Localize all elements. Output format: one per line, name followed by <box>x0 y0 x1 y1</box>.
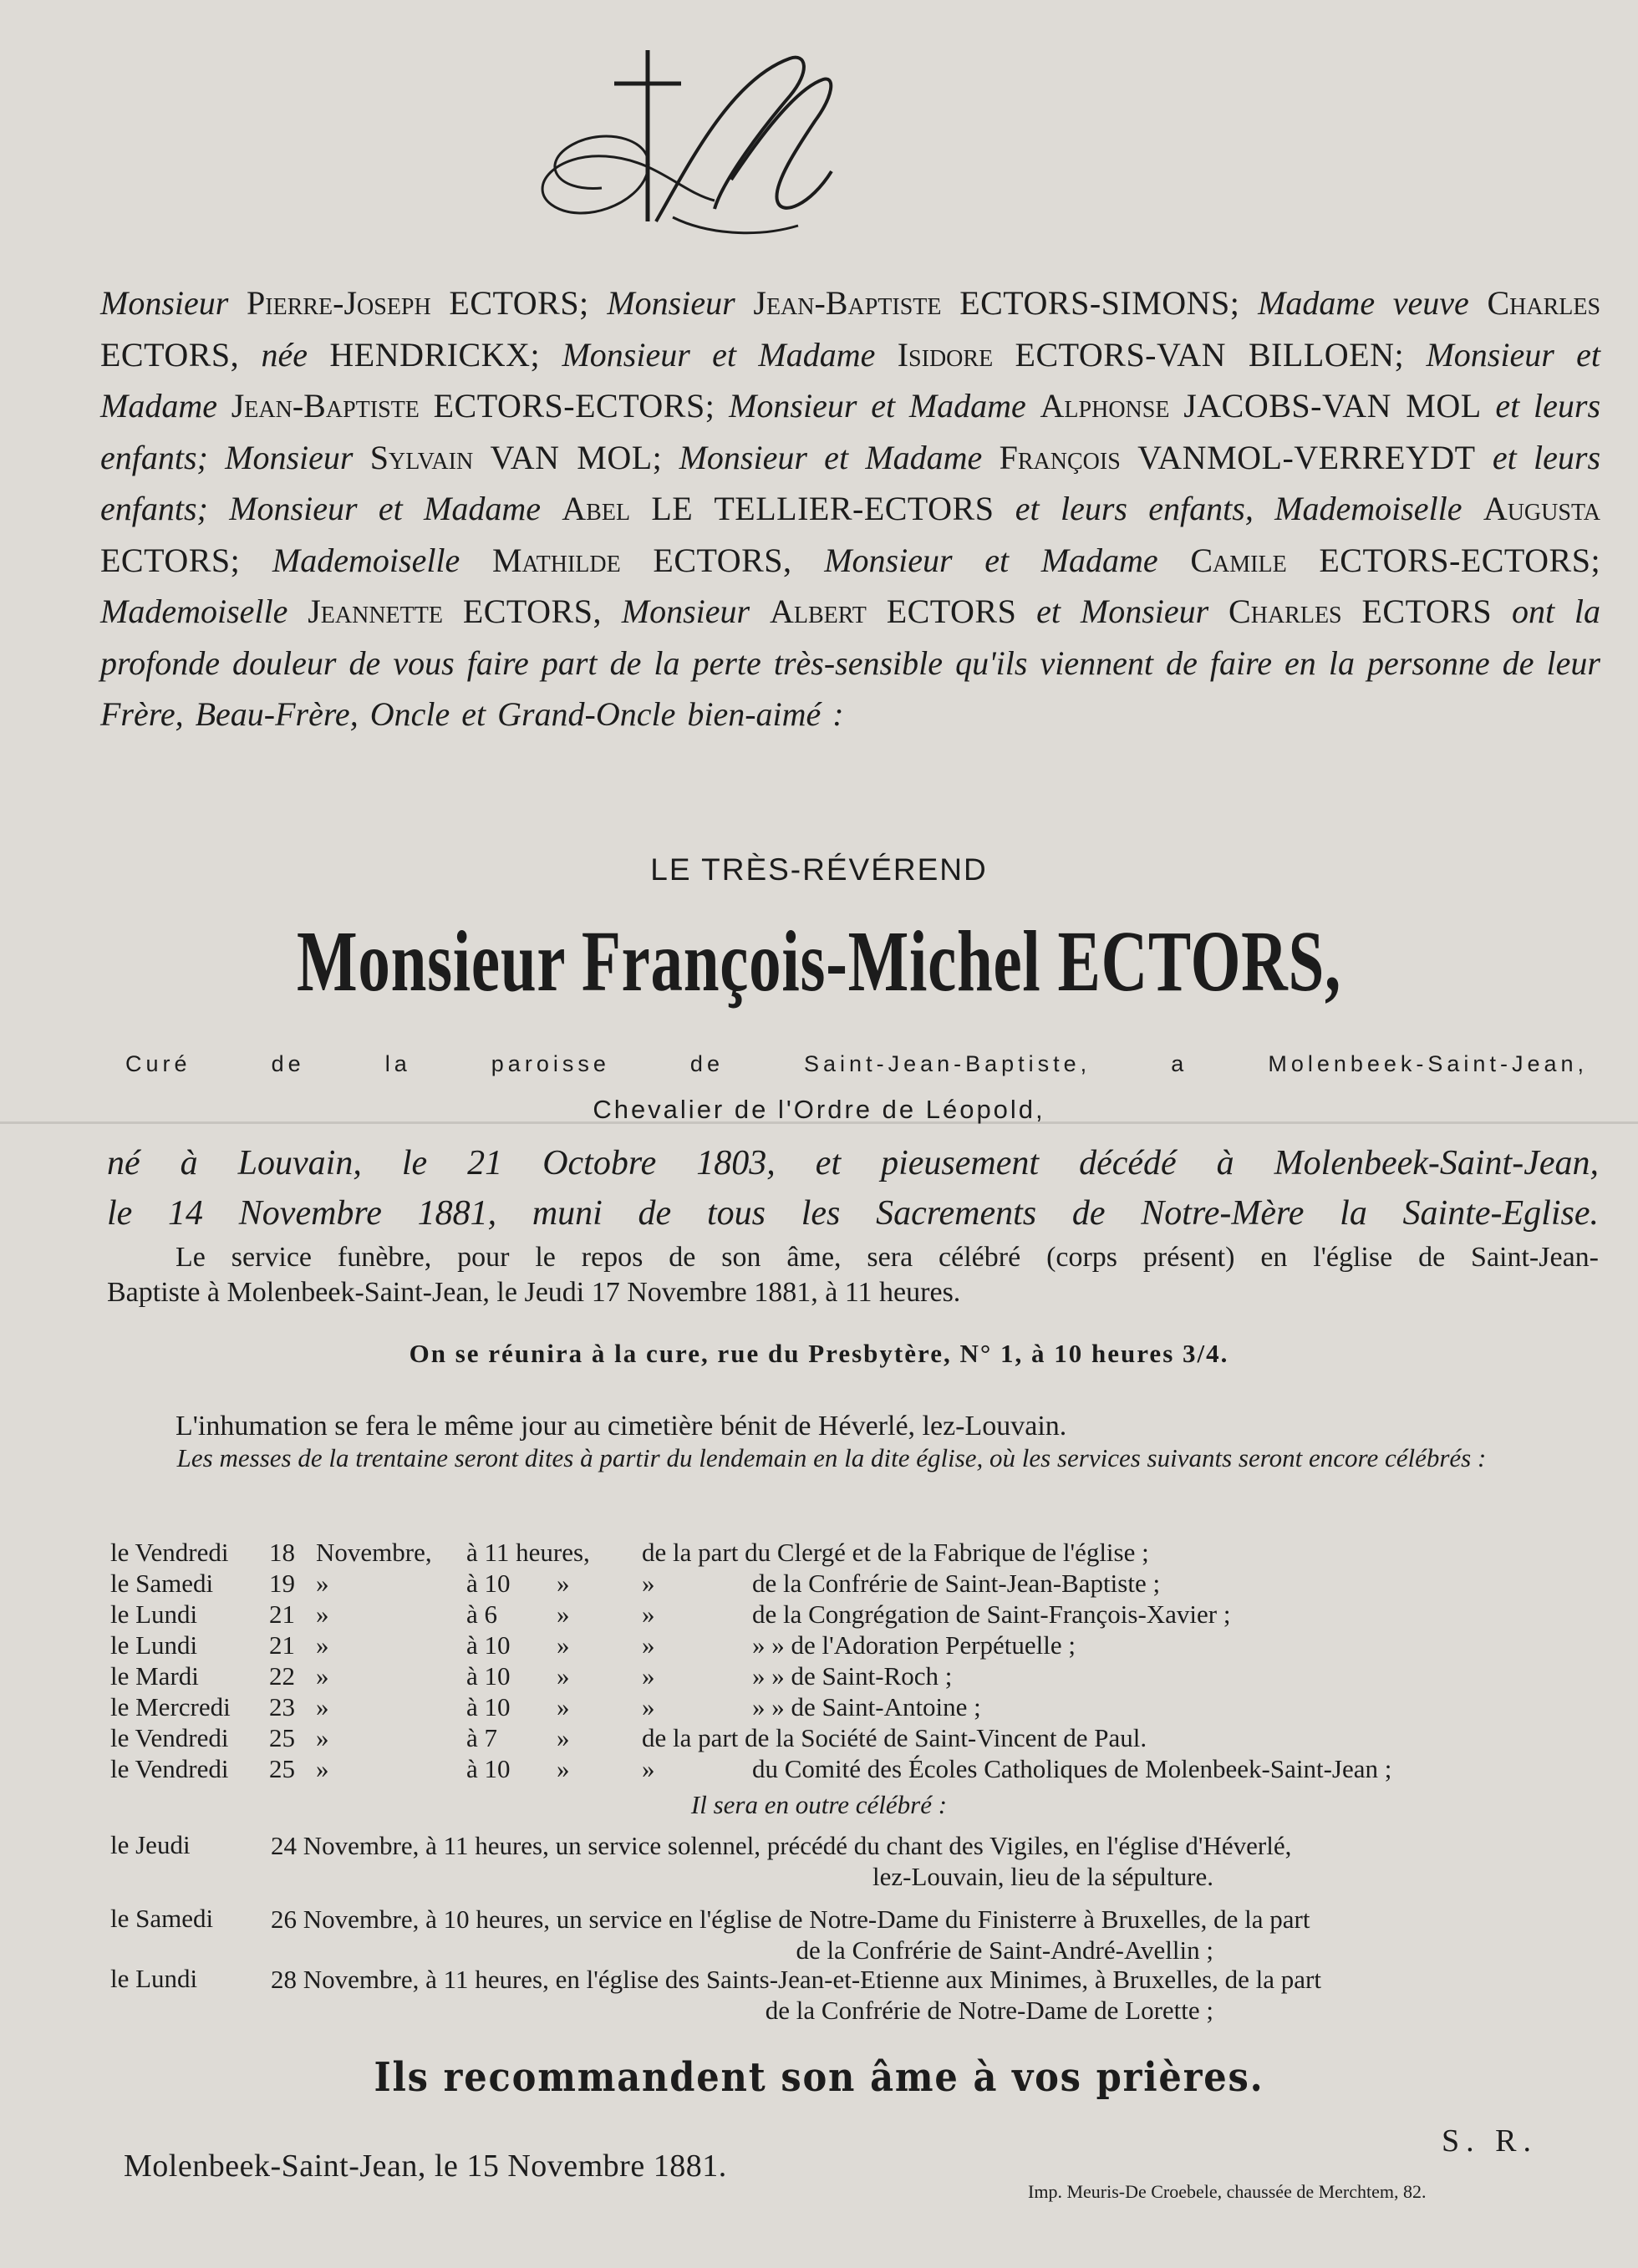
mass-row: le Samedi 19 » à 10 » » de la Confrérie de Saint-Jean-Baptiste ; <box>110 1569 1161 1598</box>
mass-row: le Lundi 21 » à 6 » » de la Congrégation de Saint-François-Xavier ; <box>110 1599 1231 1629</box>
funeral-service-paragraph <box>107 1240 1599 1310</box>
cross-monogram-ornament <box>522 46 857 259</box>
prayer-request: Ils recommandent son âme à vos prières. <box>374 2054 1264 2101</box>
printer-imprint: Imp. Meuris-De Croebele, chaussée de Merchtem, 82. <box>1028 2181 1427 2202</box>
title-le-tres-reverend: LE TRÈS-RÉVÉREND <box>650 852 988 887</box>
mass-row: le Lundi 21 » à 10 » » » » de l'Adoration Perpétuelle ; <box>110 1630 1076 1660</box>
additional-services-heading: Il sera en outre célébré : <box>690 1790 948 1819</box>
mass-row: le Vendredi 18 Novembre, à 11 heures, de la part du Clergé et de la Fabrique de l'église ; <box>110 1538 1149 1567</box>
birth-death-line-1: né à Louvain, le 21 Octobre 1803, et pieusement décédé à Molenbeek-Saint-Jean, <box>107 1144 1599 1182</box>
family-announcement-text: Monsieur Pierre-Joseph ECTORS; Monsieur Jean-Baptiste ECTORS-SIMONS; Madame veuve Charles ECTORS, née HENDRICKX; Monsieur et Madame Isidore ECTORS-VAN BILLOEN; Monsieur et Madame Jean-Baptiste ECTORS-ECTORS; Monsieur et Madame Alphonse JACOBS-VAN MOL et leurs enfants; Monsieur Sylvain VAN MOL; Monsieur et Madame François VANMOL-VERREYDT et leurs enfants; Monsieur et Madame Abel LE TELLIER-ECTORS et leurs enfants, Mademoiselle Augusta ECTORS; Mademoiselle Mathilde ECTORS, Monsieur et Madame Camile ECTORS-ECTORS; Mademoiselle Jeannette ECTORS, Monsieur Albert ECTORS et Monsieur Charles ECTORS ont la profonde douleur de vous faire part de la perte très-sensible qu'ils viennent de faire en la personne de leur Frère, Beau-Frère, Oncle et Grand-Oncle bien-aimé : <box>100 284 1601 733</box>
deceased-name-heading: Monsieur François-Michel ECTORS, <box>296 913 1342 1009</box>
gathering-notice: On se réunira à la cure, rue du Presbytère, N° 1, à 10 heures 3/4. <box>409 1339 1229 1368</box>
birth-death-line-2: le 14 Novembre 1881, muni de tous les Sacrements de Notre-Mère la Sainte-Eglise. <box>107 1194 1599 1233</box>
mass-row: le Mardi 22 » à 10 » » » » de Saint-Roch ; <box>110 1661 953 1691</box>
chevalier-line: Chevalier de l'Ordre de Léopold, <box>593 1095 1045 1124</box>
masses-schedule <box>0 1538 1638 1813</box>
mass-row: le Vendredi 25 » à 7 » de la part de la Société de Saint-Vincent de Paul. <box>110 1723 1147 1752</box>
svg-text:M: M <box>522 46 523 47</box>
burial-notice: L'inhumation se fera le même jour au cimetière bénit de Héverlé, lez-Louvain. <box>176 1411 1067 1442</box>
service-line-1: Le service funèbre, pour le repos de son âme, sera célébré (corps présent) en l'église de Saint-Jean- <box>176 1242 1599 1273</box>
place-and-date: Molenbeek-Saint-Jean, le 15 Novembre 1881. <box>124 2148 727 2184</box>
service-line-2: Baptiste à Molenbeek-Saint-Jean, le Jeudi 17 Novembre 1881, à 11 heures. <box>107 1277 961 1308</box>
mass-row: le Vendredi 25 » à 10 » » du Comité des Écoles Catholiques de Molenbeek-Saint-Jean ; <box>110 1754 1392 1783</box>
masses-intro: Les messes de la trentaine seront dites à partir du lendemain en la dite église, où les services suivants seront encore célébrés : <box>176 1443 1487 1472</box>
sr-initials: S. R. <box>1442 2123 1538 2159</box>
mass-row: le Mercredi 23 » à 10 » » » » de Saint-Antoine ; <box>110 1692 981 1721</box>
cure-line: Curé de la paroisse de Saint-Jean-Baptiste, a Molenbeek-Saint-Jean, <box>125 1051 1588 1076</box>
funeral-notice-page: M Monsieur Pierre-Joseph ECTORS; Monsieur Jean-Baptiste ECTORS-SIMONS; Madame veuve Charles ECTORS, née HENDRICKX; Monsieur et Madame Isidore ECTORS-VAN BILLOEN; Monsieur et Madame Jean-Baptiste ECTORS-ECTORS; Monsieur et Madame Alphonse JACOBS-VAN MOL et leurs enfants; Monsieur Sylvain VAN MOL; Monsieur et Madame François VANMOL-VERREYDT et leurs enfants; Monsieur et Madame Abel LE TELLIER-ECTORS et leurs enfants, Mademoiselle Augusta ECTORS; Mademoiselle Mathilde ECTORS, Monsieur et Madame Camile ECTORS-ECTORS; Mademoiselle Jeannette ECTORS, Monsieur Albert ECTORS et Monsieur Charles ECTORS ont la profonde douleur de vous faire part de la perte très-sensible qu'ils viennent de faire en la personne de leur Frère, Beau-Frère, Oncle et Grand-Oncle bien-aimé : LE TRÈS-RÉVÉREND Monsieur François-Michel ECTORS, Curé de la paroisse de Saint-Jean-Baptiste, a Molenbeek-Saint-Jean, Chevalier de l'Ordre de Léopold, né à Louvain, le 21 Octobre 1803, et pieusement décédé à Molenbeek-Saint-Jean, le 14 Novembre 1881, muni de tous les Sacrements de Notre-Mère la Sainte-Eglise. Le service funèbre, pour le repos de son âme, sera célébré (corps présent) en l'église de Saint-Jean- Baptiste à Molenbeek-Saint-Jean, le Jeudi 17 Novembre 1881, à 11 heures. On se réunira à la cure, rue du Presbytère, N° 1, à 10 heures 3/4. L'inhumation se fera le même jour au cimetière bénit de Héverlé, lez-Louvain. Les messes de la trentaine seront dites à partir du lendemain en la dite église, où les services suivants seront encore célébrés : le Vendredi 18 Novembre, à 11 heures, de la part du Clergé et de la Fabrique de l'église ; le Samedi 19 » à 10 » » de la Confrérie de Saint-Jean-Baptiste ; le Lundi 21 » à 6 » » de la Congrégation de Saint-François-Xavier ; le Lundi 21 » à 10 » » » » de l'Adoration Perpétuelle ; le Mardi 22 » à 10 » » » » de Saint-Roch ; le Mercredi 23 » à 10 » » » » de Saint-Antoine ; le Vendredi 25 » à 7 » de la part de la Société de Saint-Vincent de Paul. le Vendredi 25 » à 10 » » du Comité des Écoles Catholiques de Molenbeek-Saint-Jean ; Il sera en outre célébré : le Jeudi 24 Novembre, à 11 heures, un service solennel, précédé du chant des Vigiles, en l'église d'Héverlé, lez-Louvain, lieu de la sépulture. le Samedi 26 Novembre, à 10 heures, un service en l'église de Notre-Dame du Finisterre à Bruxelles, de la part de la Confrérie de Saint-André-Avellin ; le Lundi 28 Novembre, à 11 heures, en l'église des Saints-Jean-et-Etienne aux Minimes, à Bruxelles, de la part de la Confrérie de Notre-Dame de Lorette ; Ils recommandent son âme à vos prières. Molenbeek-Saint-Jean, le 15 Novembre 1881. S. R. Imp. Meuris-De Croebele, chaussée de Merchtem, 82. <box>0 0 1638 2268</box>
